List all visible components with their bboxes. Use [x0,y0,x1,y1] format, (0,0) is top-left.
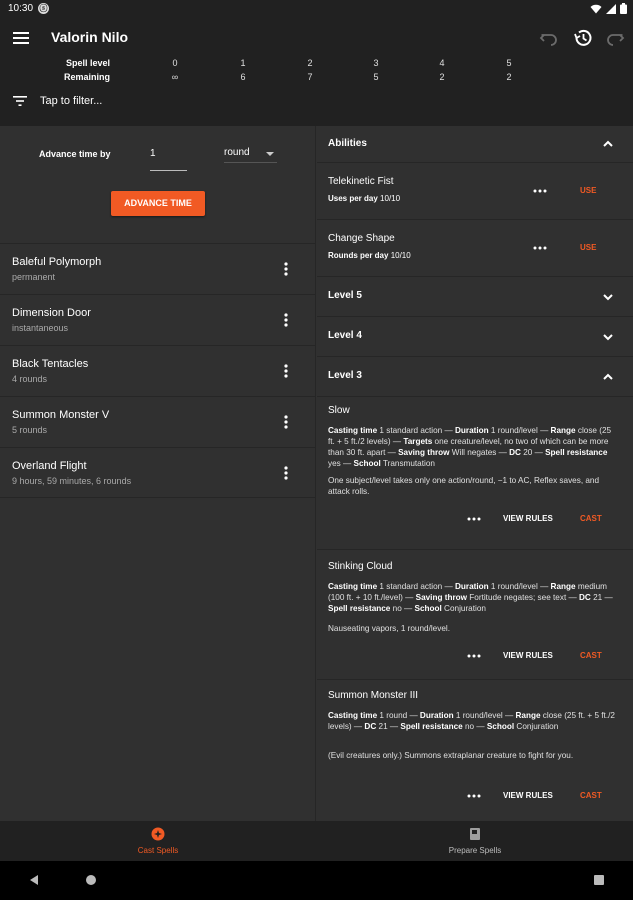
effect-duration: permanent [12,272,56,282]
section-title: Abilities [328,138,367,149]
system-icons [590,3,627,14]
spell-card [317,397,633,550]
detail-field-label: Casting time [328,426,378,435]
effect-name: Summon Monster V [12,409,110,421]
battery-icon [620,3,627,14]
cast-spells-icon [151,827,165,841]
uses-value: 10/10 [380,194,401,203]
remaining-cell: 6 [240,72,246,82]
more-horiz-icon[interactable] [466,515,482,523]
spell-level-cell: 0 [172,58,178,68]
effect-name: Black Tentacles [12,358,89,370]
spell-level-label: Spell level [65,58,110,68]
filter-input[interactable]: Tap to filter... [40,95,103,107]
view-rules-button[interactable]: VIEW RULES [503,651,553,660]
more-horiz-icon[interactable] [532,187,548,195]
clock: 10:30 [8,3,34,14]
undo-icon[interactable] [538,27,560,49]
detail-field-label: Duration [454,426,489,435]
detail-field-label: Range [550,582,576,591]
spell-level-cell: 5 [506,58,512,68]
active-effects-panel [0,126,316,821]
effect-name: Dimension Door [12,307,91,319]
spell-level-cell: 1 [240,58,246,68]
list-item[interactable] [0,447,316,498]
advance-time-button[interactable]: ADVANCE TIME [111,191,205,216]
book-icon [468,827,482,841]
chevron-down-icon [601,290,615,304]
spell-description: (Evil creatures only.) Summons extraplanar creature to fight for you. [328,751,574,760]
detail-field-label: Spell resistance [328,604,391,613]
uses-value: 10/10 [390,251,411,260]
view-rules-button[interactable]: VIEW RULES [503,514,553,523]
remaining-cell: ∞ [171,72,179,82]
use-button[interactable]: USE [580,243,597,252]
status-bar [0,0,633,18]
effect-name: Baleful Polymorph [12,256,102,268]
spell-card [317,680,633,821]
bottom-nav [0,821,633,861]
spell-description: One subject/level takes only one action/round, −1 to AC, Reflex saves, and attack rolls. [328,476,600,496]
chevron-up-icon [601,370,615,384]
advance-amount-field[interactable]: 1 [150,146,187,171]
effect-name: Overland Flight [12,460,87,472]
recents-icon[interactable] [593,874,605,886]
more-vert-icon[interactable] [278,363,294,379]
list-item[interactable] [0,345,316,396]
detail-field-label: Range [515,711,541,720]
ability-uses [328,194,400,203]
spell-name: Slow [328,405,350,416]
spell-detail: Casting time 1 standard action — Duration 1 round/level — Range close (25 ft. + 5 ft./2 levels) — Targets one creature/level, no two of which can be more than 30 ft. apart — Saving throw Will negates — DC 20 — Spell resistance yes — School Transmutation [328,426,612,468]
advance-time-label: Advance time by [39,149,111,159]
advance-unit-select[interactable] [224,147,277,163]
app-bar [0,18,633,126]
cast-button[interactable]: CAST [580,791,602,800]
list-item[interactable] [0,243,316,294]
detail-field-label: School [353,459,381,468]
view-rules-button[interactable]: VIEW RULES [503,791,553,800]
uses-label: Rounds per day [328,251,389,260]
section-title: Level 3 [328,370,362,381]
detail-field-label: Spell resistance [545,448,608,457]
chevron-up-icon [601,137,615,151]
ability-uses [328,251,411,260]
remaining-cell: 7 [307,72,313,82]
spell-detail: Casting time 1 round — Duration 1 round/level — Range close (25 ft. + 5 ft./2 levels) — DC 21 — Spell resistance no — School Conjuration [328,711,615,731]
list-item[interactable] [0,396,316,447]
filter-icon[interactable] [12,94,28,108]
level-4-header[interactable] [317,317,633,357]
more-horiz-icon[interactable] [466,652,482,660]
more-vert-icon[interactable] [278,465,294,481]
wifi-icon [590,4,602,14]
page-title: Valorin Nilo [51,29,129,45]
cast-button[interactable]: CAST [580,651,602,660]
effect-duration: instantaneous [12,323,69,333]
effect-duration: 4 rounds [12,374,48,384]
detail-field-label: Saving throw [398,448,450,457]
spell-name: Summon Monster III [328,690,419,701]
detail-field-label: Saving throw [415,593,468,602]
ability-item [317,163,633,220]
tab-label: Cast Spells [137,846,179,855]
remaining-cell: 2 [439,72,445,82]
dropdown-caret-icon [266,152,274,156]
advance-unit-value: round [224,147,250,158]
more-horiz-icon[interactable] [466,792,482,800]
detail-field-label: School [486,722,515,731]
ability-name: Change Shape [328,233,395,244]
detail-field-label: Duration [419,711,454,720]
history-icon[interactable] [572,27,594,49]
detail-field-label: DC [509,448,521,457]
effect-duration: 9 hours, 59 minutes, 6 rounds [12,476,132,486]
remaining-label: Remaining [63,72,110,82]
detail-field-label: Spell resistance [400,722,463,731]
more-horiz-icon[interactable] [532,244,548,252]
section-title: Level 4 [328,330,362,341]
more-vert-icon[interactable] [278,312,294,328]
home-icon[interactable] [85,874,97,886]
spell-detail: Casting time 1 standard action — Duration 1 round/level — Range medium (100 ft. + 10 ft./level) — Saving throw Fortitude negates; see text — DC 21 — Spell resistance no — School Conjuration [328,582,613,613]
detail-field-label: DC [578,593,591,602]
signal-icon [606,4,616,14]
section-title: Level 5 [328,290,362,301]
tab-cast-spells[interactable] [0,821,316,861]
redo-icon[interactable] [604,27,626,49]
ability-item [317,220,633,277]
uses-label: Uses per day [328,194,378,203]
menu-icon[interactable] [10,27,32,49]
chevron-down-icon [601,330,615,344]
spell-description: Nauseating vapors, 1 round/level. [328,624,450,633]
detail-field-label: Casting time [328,711,378,720]
remaining-cell: 2 [506,72,512,82]
detail-field-label: Range [550,426,576,435]
list-item[interactable] [0,294,316,345]
spell-level-cell: 4 [439,58,445,68]
remaining-cell: 5 [373,72,379,82]
detail-field-label: Targets [403,437,433,446]
more-vert-icon[interactable] [278,261,294,277]
spell-level-cell: 2 [307,58,313,68]
notification-icon: ⓢ [39,4,48,13]
ability-name: Telekinetic Fist [328,176,394,187]
system-nav-bar [0,861,633,900]
spellbook-panel [317,126,633,821]
tab-prepare-spells[interactable] [317,821,633,861]
more-vert-icon[interactable] [278,414,294,430]
effect-list [0,243,316,498]
tab-label: Prepare Spells [448,846,502,855]
effect-duration: 5 rounds [12,425,48,435]
detail-field-label: Casting time [328,582,378,591]
spell-level-cell: 3 [373,58,379,68]
spell-card [317,550,633,680]
level-3-header[interactable] [317,357,633,397]
back-icon[interactable] [28,874,40,886]
spell-name: Stinking Cloud [328,561,393,572]
detail-field-label: Duration [454,582,489,591]
detail-field-label: School [414,604,442,613]
cast-button[interactable]: CAST [580,514,602,523]
use-button[interactable]: USE [580,186,597,195]
level-5-header[interactable] [317,277,633,317]
abilities-header[interactable] [317,126,633,163]
detail-field-label: DC [364,722,377,731]
